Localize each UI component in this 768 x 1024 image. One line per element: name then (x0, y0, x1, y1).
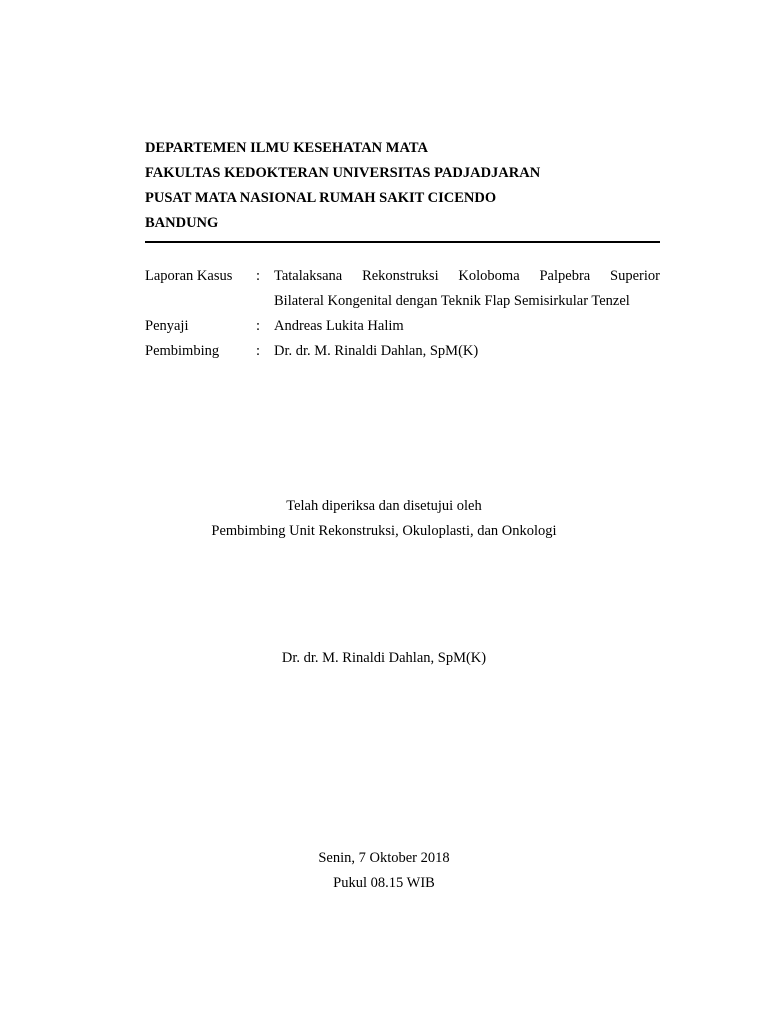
signature-block (0, 646, 768, 671)
signer-name: Dr. dr. M. Rinaldi Dahlan, SpM(K) (281, 650, 487, 666)
hospital-name: PUSAT MATA NASIONAL RUMAH SAKIT CICENDO (145, 190, 497, 206)
presenter-value (274, 314, 660, 339)
supervisor-name: Dr. dr. M. Rinaldi Dahlan, SpM(K) (274, 343, 479, 359)
presentation-schedule (0, 846, 768, 896)
presentation-time: Pukul 08.15 WIB (333, 875, 435, 891)
report-title-colon: : (256, 268, 261, 284)
presenter-label: Penyaji (145, 318, 189, 334)
supervisor-value (274, 339, 660, 364)
report-title-label: Laporan Kasus (145, 268, 233, 284)
supervisor-colon: : (256, 343, 261, 359)
report-title-line-2: Bilateral Kongenital dengan Teknik Flap Semisirkular Tenzel (274, 293, 630, 309)
report-details (145, 264, 660, 364)
presenter-colon: : (256, 318, 261, 334)
approval-line-1: Telah diperiksa dan disetujui oleh (286, 498, 482, 514)
faculty-name: FAKULTAS KEDOKTERAN UNIVERSITAS PADJADJARAN (145, 165, 541, 181)
presentation-date: Senin, 7 Oktober 2018 (318, 850, 450, 866)
report-title-value (274, 264, 660, 314)
department-name: DEPARTEMEN ILMU KESEHATAN MATA (145, 140, 428, 156)
report-title-line-1: Tatalaksana Rekonstruksi Koloboma Palpebra Superior (274, 268, 660, 284)
header-divider (145, 241, 660, 243)
supervisor-label: Pembimbing (145, 343, 220, 359)
presenter-name: Andreas Lukita Halim (274, 318, 404, 334)
presenter-row (145, 314, 660, 339)
approval-line-2: Pembimbing Unit Rekonstruksi, Okuloplasti, dan Onkologi (211, 523, 557, 539)
institution-header (145, 136, 660, 236)
supervisor-row (145, 339, 660, 364)
city-name: BANDUNG (145, 215, 219, 231)
report-title-row (145, 264, 660, 314)
approval-statement (0, 494, 768, 544)
